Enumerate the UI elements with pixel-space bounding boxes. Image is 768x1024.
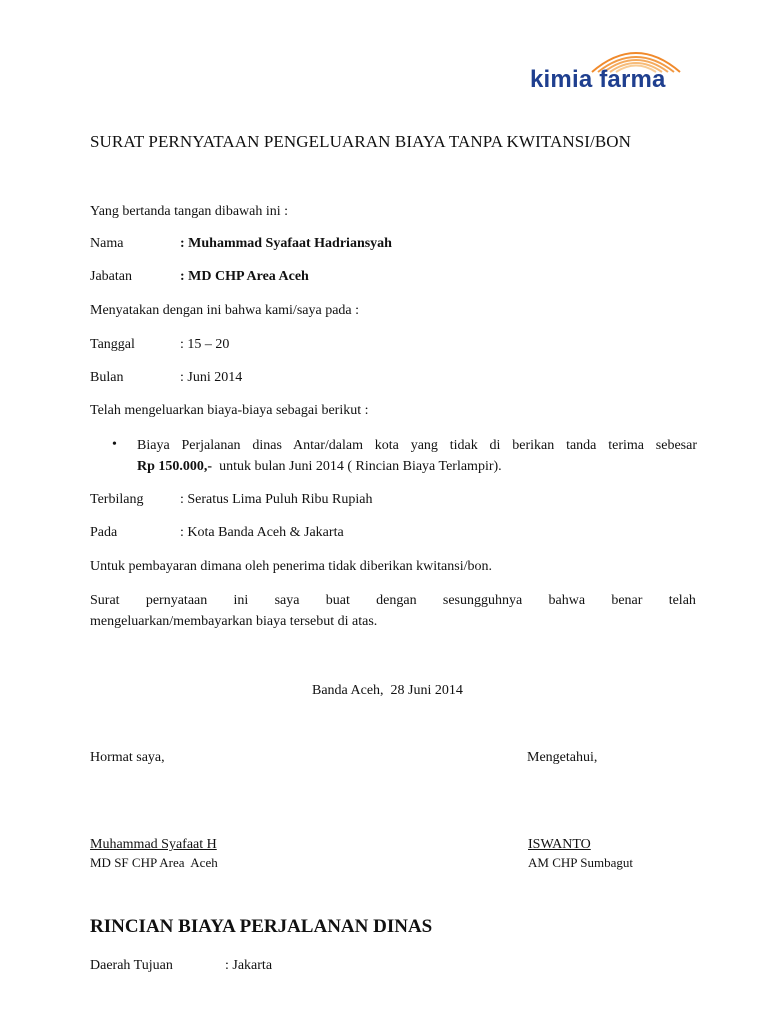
word: benar bbox=[611, 593, 643, 608]
bullet-line1: Biaya Perjalanan dinas Antar/dalam kota yang tidak di berikan tanda terima sebesar bbox=[137, 438, 697, 453]
word: ini bbox=[233, 593, 249, 608]
bullet-line2: untuk bulan Juni 2014 ( Rincian Biaya Terlampir). bbox=[212, 459, 502, 474]
word: dengan bbox=[376, 593, 417, 608]
surat-line1 bbox=[90, 590, 696, 611]
left-signer-position: MD SF CHP Area Aceh bbox=[90, 855, 218, 870]
bullet-icon: • bbox=[112, 437, 117, 452]
right-signer-name: ISWANTO bbox=[528, 837, 591, 852]
statement-text: Menyatakan dengan ini bahwa kami/saya pada : bbox=[90, 303, 360, 318]
jabatan-label: Jabatan bbox=[90, 269, 132, 284]
left-signer-name: Muhammad Syafaat H bbox=[90, 837, 217, 852]
payment-note: Untuk pembayaran dimana oleh penerima tidak diberikan kwitansi/bon. bbox=[90, 559, 492, 574]
tanggal-label: Tanggal bbox=[90, 337, 135, 352]
bullet-amount: Rp 150.000,- bbox=[137, 459, 213, 474]
kimia-farma-logo bbox=[530, 40, 700, 98]
bullet-item bbox=[137, 435, 697, 477]
surat-paragraph bbox=[90, 590, 696, 632]
word: buat bbox=[325, 593, 350, 608]
word: pernyataan bbox=[145, 593, 208, 608]
bulan-value: : Juni 2014 bbox=[180, 370, 243, 385]
rincian-title: RINCIAN BIAYA PERJALANAN DINAS bbox=[90, 916, 433, 937]
word: Surat bbox=[90, 593, 120, 608]
document-title: SURAT PERNYATAAN PENGELUARAN BIAYA TANPA KWITANSI/BON bbox=[90, 132, 632, 151]
nama-label: Nama bbox=[90, 236, 124, 251]
intro-text: Yang bertanda tangan dibawah ini : bbox=[90, 204, 289, 219]
pada-label: Pada bbox=[90, 525, 118, 540]
right-signature-heading: Mengetahui, bbox=[527, 750, 598, 765]
bulan-label: Bulan bbox=[90, 370, 124, 385]
terbilang-label: Terbilang bbox=[90, 492, 144, 507]
word: sesungguhnya bbox=[442, 593, 523, 608]
pada-value: : Kota Banda Aceh & Jakarta bbox=[180, 525, 344, 540]
logo-text: kimia farma bbox=[530, 66, 666, 93]
surat-line2: mengeluarkan/membayarkan biaya tersebut di atas. bbox=[90, 614, 378, 629]
tanggal-value: : 15 – 20 bbox=[180, 337, 230, 352]
tujuan-label: Daerah Tujuan bbox=[90, 958, 173, 973]
expenses-intro: Telah mengeluarkan biaya-biaya sebagai berikut : bbox=[90, 403, 369, 418]
right-signer-position: AM CHP Sumbagut bbox=[528, 855, 633, 870]
word: bahwa bbox=[548, 593, 586, 608]
word: saya bbox=[274, 593, 300, 608]
terbilang-value: : Seratus Lima Puluh Ribu Rupiah bbox=[180, 492, 373, 507]
nama-value: : Muhammad Syafaat Hadriansyah bbox=[180, 236, 392, 251]
left-signature-heading: Hormat saya, bbox=[90, 750, 165, 765]
tujuan-value: : Jakarta bbox=[225, 958, 273, 973]
place-date: Banda Aceh, 28 Juni 2014 bbox=[312, 683, 463, 698]
word: telah bbox=[668, 593, 696, 608]
jabatan-value: : MD CHP Area Aceh bbox=[180, 269, 309, 284]
